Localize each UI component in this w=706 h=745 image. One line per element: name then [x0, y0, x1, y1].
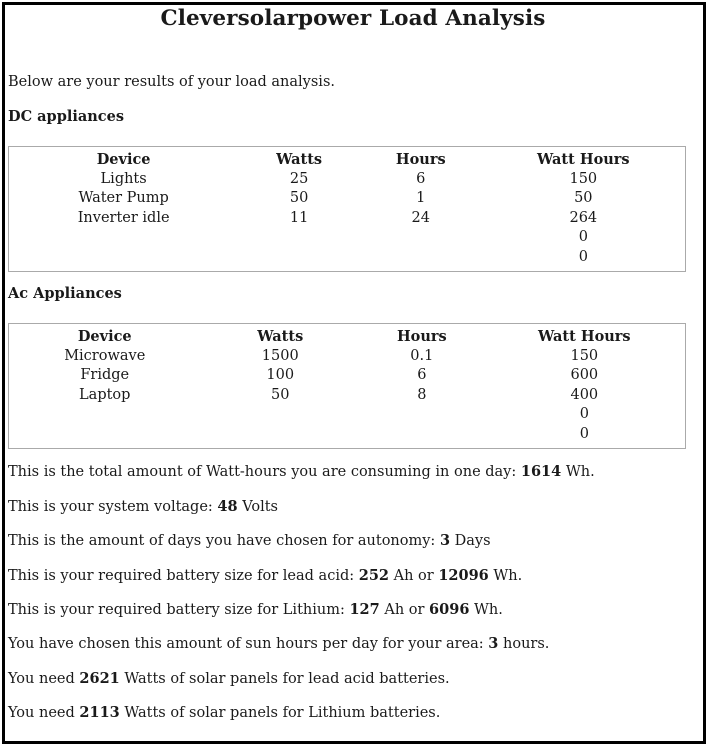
dc-table-box	[8, 146, 686, 272]
dc-table-header	[9, 150, 685, 170]
lead-acid-wh-value: 12096	[438, 567, 489, 584]
total-label: This is the total amount of Watt-hours you are consuming in one day:	[8, 464, 521, 480]
table-row	[9, 405, 685, 425]
table-cell: 100	[266, 367, 295, 384]
table-cell	[360, 248, 482, 268]
intro-text: Below are your results of your load analysis.	[8, 74, 335, 90]
solar-lead-acid-line	[8, 670, 450, 687]
table-row	[9, 366, 685, 386]
lead-acid-label: This is your required battery size for lead acid:	[8, 568, 359, 584]
sun-hours-value: 3	[488, 635, 499, 652]
table-row	[9, 248, 685, 268]
table-row	[9, 425, 685, 445]
table-row	[9, 347, 685, 367]
autonomy-unit: Days	[450, 533, 491, 549]
lithium-mid: Ah or	[379, 602, 430, 618]
table-row	[9, 189, 685, 209]
voltage-value: 48	[217, 498, 238, 515]
table-row	[9, 386, 685, 406]
total-value: 1614	[520, 463, 562, 480]
table-cell: 50	[271, 386, 290, 403]
table-row	[9, 170, 685, 190]
table-cell: Laptop	[79, 386, 131, 403]
total-unit: Wh.	[561, 464, 595, 480]
table-cell	[360, 425, 484, 445]
solar-lithium-line	[8, 704, 440, 721]
table-cell: 600	[570, 367, 599, 384]
table-cell: Inverter idle	[77, 209, 170, 226]
table-cell: 1500	[261, 347, 299, 364]
table-cell	[360, 228, 482, 248]
table-cell: 24	[411, 209, 430, 226]
lead-acid-ah-value: 252	[358, 567, 390, 584]
table-cell: 150	[570, 347, 599, 364]
table-cell	[360, 405, 484, 425]
dc-col-header: Watt Hours	[537, 151, 630, 168]
solar-lead-value: 2621	[79, 670, 120, 687]
lead-acid-unit: Wh.	[488, 568, 523, 584]
dc-table-body	[9, 170, 685, 268]
sun-hours-label: You have chosen this amount of sun hours per day for your area:	[8, 636, 489, 652]
table-cell: 150	[569, 170, 598, 187]
table-cell: Water Pump	[78, 190, 169, 207]
dc-table	[9, 150, 685, 268]
table-cell	[9, 405, 201, 425]
ac-table	[9, 327, 685, 445]
table-cell: 0	[578, 248, 588, 265]
table-cell: 6	[416, 170, 426, 187]
table-cell: Lights	[100, 170, 147, 187]
lithium-unit: Wh.	[469, 602, 503, 618]
table-cell: 264	[569, 209, 598, 226]
table-cell: 0.1	[410, 347, 434, 364]
ac-heading: Ac Appliances	[8, 285, 122, 302]
table-row	[9, 209, 685, 229]
table-cell: 0	[579, 406, 589, 423]
ac-col-header: Watt Hours	[538, 328, 631, 345]
table-cell	[9, 228, 238, 248]
dc-heading: DC appliances	[8, 108, 125, 125]
table-cell: 400	[570, 386, 599, 403]
solar-lead-label: You need	[8, 671, 80, 687]
lead-acid-mid: Ah or	[389, 568, 439, 584]
solar-lithium-unit: Watts of solar panels for Lithium batteries.	[119, 705, 441, 721]
dc-col-header: Hours	[395, 151, 446, 168]
total-watt-hours-line	[8, 463, 595, 480]
table-cell	[9, 248, 238, 268]
ac-table-body	[9, 347, 685, 445]
ac-col-header: Hours	[396, 328, 447, 345]
ac-table-box	[8, 323, 686, 449]
voltage-unit: Volts	[237, 499, 278, 515]
table-cell: 0	[578, 229, 588, 246]
autonomy-label: This is the amount of days you have chosen for autonomy:	[8, 533, 440, 549]
table-cell: 11	[289, 209, 309, 226]
table-cell: 25	[289, 170, 309, 187]
ac-col-header: Watts	[257, 328, 304, 345]
table-cell	[238, 248, 360, 268]
ac-col-header: Device	[77, 328, 132, 345]
solar-lithium-value: 2113	[79, 704, 120, 721]
system-voltage-line	[8, 498, 278, 515]
lithium-ah-value: 127	[349, 601, 380, 618]
dc-col-header: Watts	[276, 151, 323, 168]
table-cell: 50	[574, 190, 593, 207]
autonomy-value: 3	[439, 532, 451, 549]
lithium-wh-value: 6096	[429, 601, 470, 618]
solar-lithium-label: You need	[8, 705, 80, 721]
table-cell: 8	[417, 386, 427, 403]
table-row	[9, 228, 685, 248]
autonomy-line	[8, 532, 491, 549]
solar-lead-unit: Watts of solar panels for lead acid batteries.	[119, 671, 450, 687]
table-cell: Fridge	[80, 367, 130, 384]
table-cell	[9, 425, 201, 445]
table-cell: Microwave	[64, 347, 146, 364]
table-cell: 6	[417, 367, 427, 384]
table-cell	[238, 228, 360, 248]
ac-table-header	[9, 327, 685, 347]
table-cell: 1	[416, 190, 426, 207]
page-title: Cleversolarpower Load Analysis	[160, 6, 546, 31]
table-cell	[201, 425, 360, 445]
lead-acid-battery-line	[8, 567, 522, 584]
sun-hours-unit: hours.	[498, 636, 550, 652]
table-cell	[201, 405, 360, 425]
sun-hours-line	[8, 635, 549, 652]
table-cell: 0	[579, 425, 589, 442]
dc-col-header: Device	[96, 151, 151, 168]
table-cell: 50	[289, 190, 309, 207]
lithium-battery-line	[8, 601, 503, 618]
voltage-label: This is your system voltage:	[8, 499, 218, 515]
lithium-label: This is your required battery size for Lithium:	[8, 602, 350, 618]
